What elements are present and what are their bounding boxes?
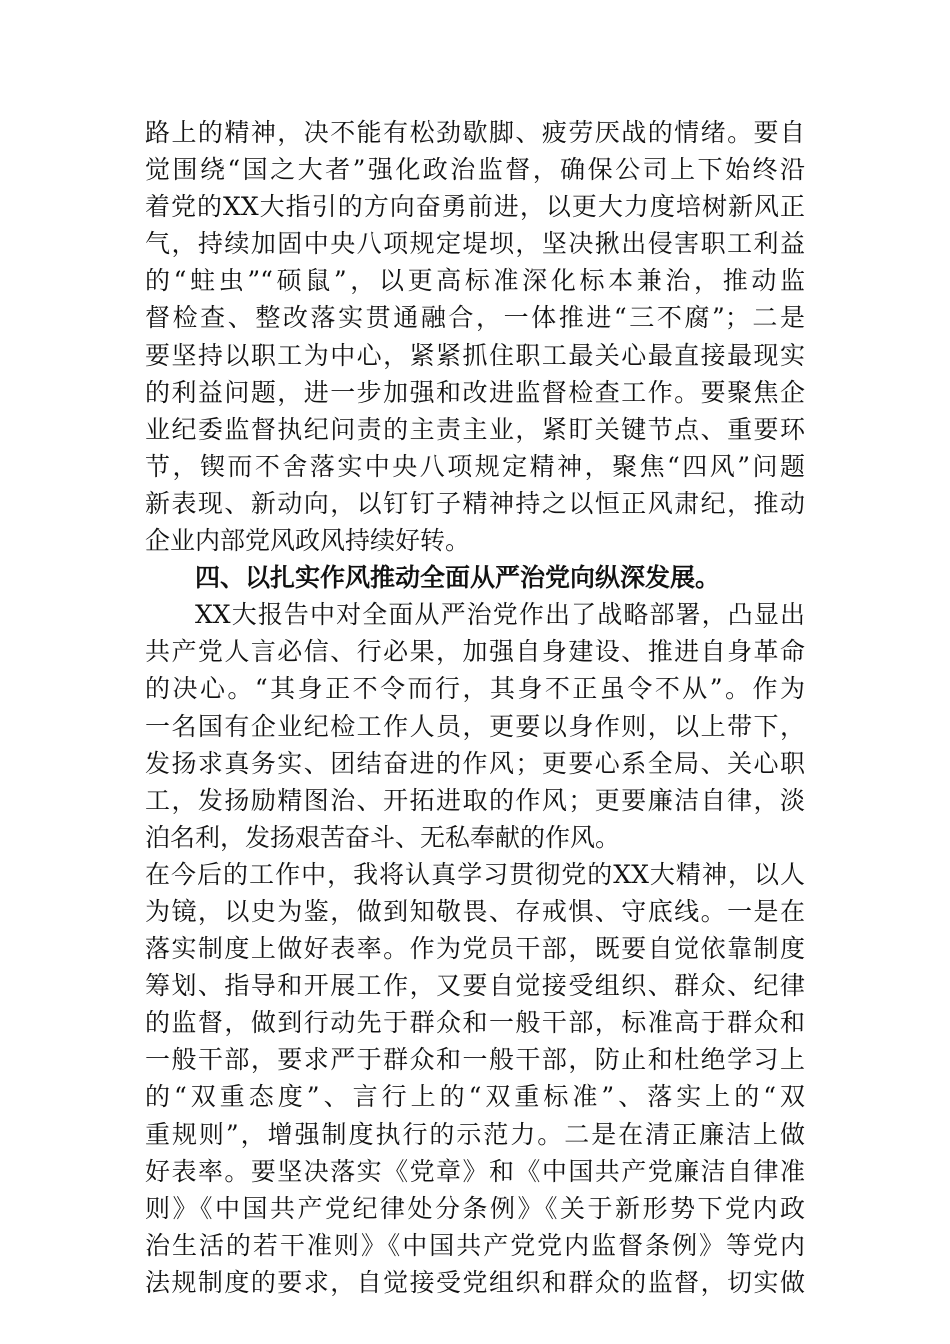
text-line: 工，发扬励精图治、开拓进取的作风；更要廉洁自律，淡 (145, 785, 805, 815)
text-line: 的监督，做到行动先于群众和一般干部，标准高于群众和 (145, 1008, 805, 1038)
text-line: 督检查、整改落实贯通融合，一体推进“三不腐”；二是 (145, 303, 805, 333)
text-line: 筹划、指导和开展工作，又要自觉接受组织、群众、纪律 (145, 971, 805, 1001)
text-line: 的决心。“其身正不令而行，其身不正虽令不从”。作为 (145, 674, 805, 704)
text-line: 重规则”，增强制度执行的示范力。二是在清正廉洁上做 (145, 1119, 805, 1149)
text-line: 新表现、新动向，以钉钉子精神持之以恒正风肃纪，推动 (145, 488, 805, 518)
text-line: 治生活的若干准则》《中国共产党党内监督条例》等党内 (145, 1230, 805, 1260)
text-line: 的“蛀虫”“硕鼠”，以更高标准深化标本兼治，推动监 (145, 266, 805, 296)
text-line: 企业内部党风政风持续好转。 (145, 526, 471, 556)
text-line: 业纪委监督执纪问责的主责主业，紧盯关键节点、重要环 (145, 414, 805, 444)
text-line: 着党的XX大指引的方向奋勇前进，以更大力度培树新风正 (145, 192, 805, 222)
text-line: 发扬求真务实、团结奋进的作风；更要心系全局、关心职 (145, 748, 805, 778)
text-line: 则》《中国共产党纪律处分条例》《关于新形势下党内政 (145, 1193, 805, 1223)
text-line: 泊名利，发扬艰苦奋斗、无私奉献的作风。 (145, 822, 621, 852)
text-line: 法规制度的要求，自觉接受党组织和群众的监督，切实做 (145, 1267, 805, 1297)
section-heading: 四、以扎实作风推动全面从严治党向纵深发展。 (195, 563, 721, 593)
text-line: 要坚持以职工为中心，紧紧抓住职工最关心最直接最现实 (145, 340, 805, 370)
text-line: 在今后的工作中，我将认真学习贯彻党的XX大精神，以人 (145, 859, 805, 889)
paragraph-section-four (145, 596, 805, 856)
text-line: 的“双重态度”、言行上的“双重标准”、落实上的“双 (145, 1082, 805, 1112)
paragraph-continuation (145, 114, 805, 559)
text-line: 好表率。要坚决落实《党章》和《中国共产党廉洁自律准 (145, 1156, 805, 1186)
text-line: 路上的精神，决不能有松劲歇脚、疲劳厌战的情绪。要自 (145, 118, 805, 147)
text-line: 的利益问题，进一步加强和改进监督检查工作。要聚焦企 (145, 377, 805, 407)
paragraph-future-work (145, 856, 805, 1301)
text-line: 落实制度上做好表率。作为党员干部，既要自觉依靠制度 (145, 934, 805, 964)
text-line: 气，持续加固中央八项规定堤坝，坚决揪出侵害职工利益 (145, 229, 805, 259)
text-line: 觉围绕“国之大者”强化政治监督，确保公司上下始终沿 (145, 155, 805, 185)
text-line: 一般干部，要求严于群众和一般干部，防止和杜绝学习上 (145, 1045, 805, 1075)
text-line: XX大报告中对全面从严治党作出了战略部署，凸显出 (195, 600, 805, 630)
text-line: 节，锲而不舍落实中央八项规定精神，聚焦“四风”问题 (145, 451, 805, 481)
document-body (145, 114, 805, 1301)
text-line: 为镜，以史为鉴，做到知敬畏、存戒惧、守底线。一是在 (145, 896, 805, 926)
text-line: 共产党人言必信、行必果，加强自身建设、推进自身革命 (145, 637, 805, 667)
text-line: 一名国有企业纪检工作人员，更要以身作则，以上带下， (145, 711, 805, 741)
